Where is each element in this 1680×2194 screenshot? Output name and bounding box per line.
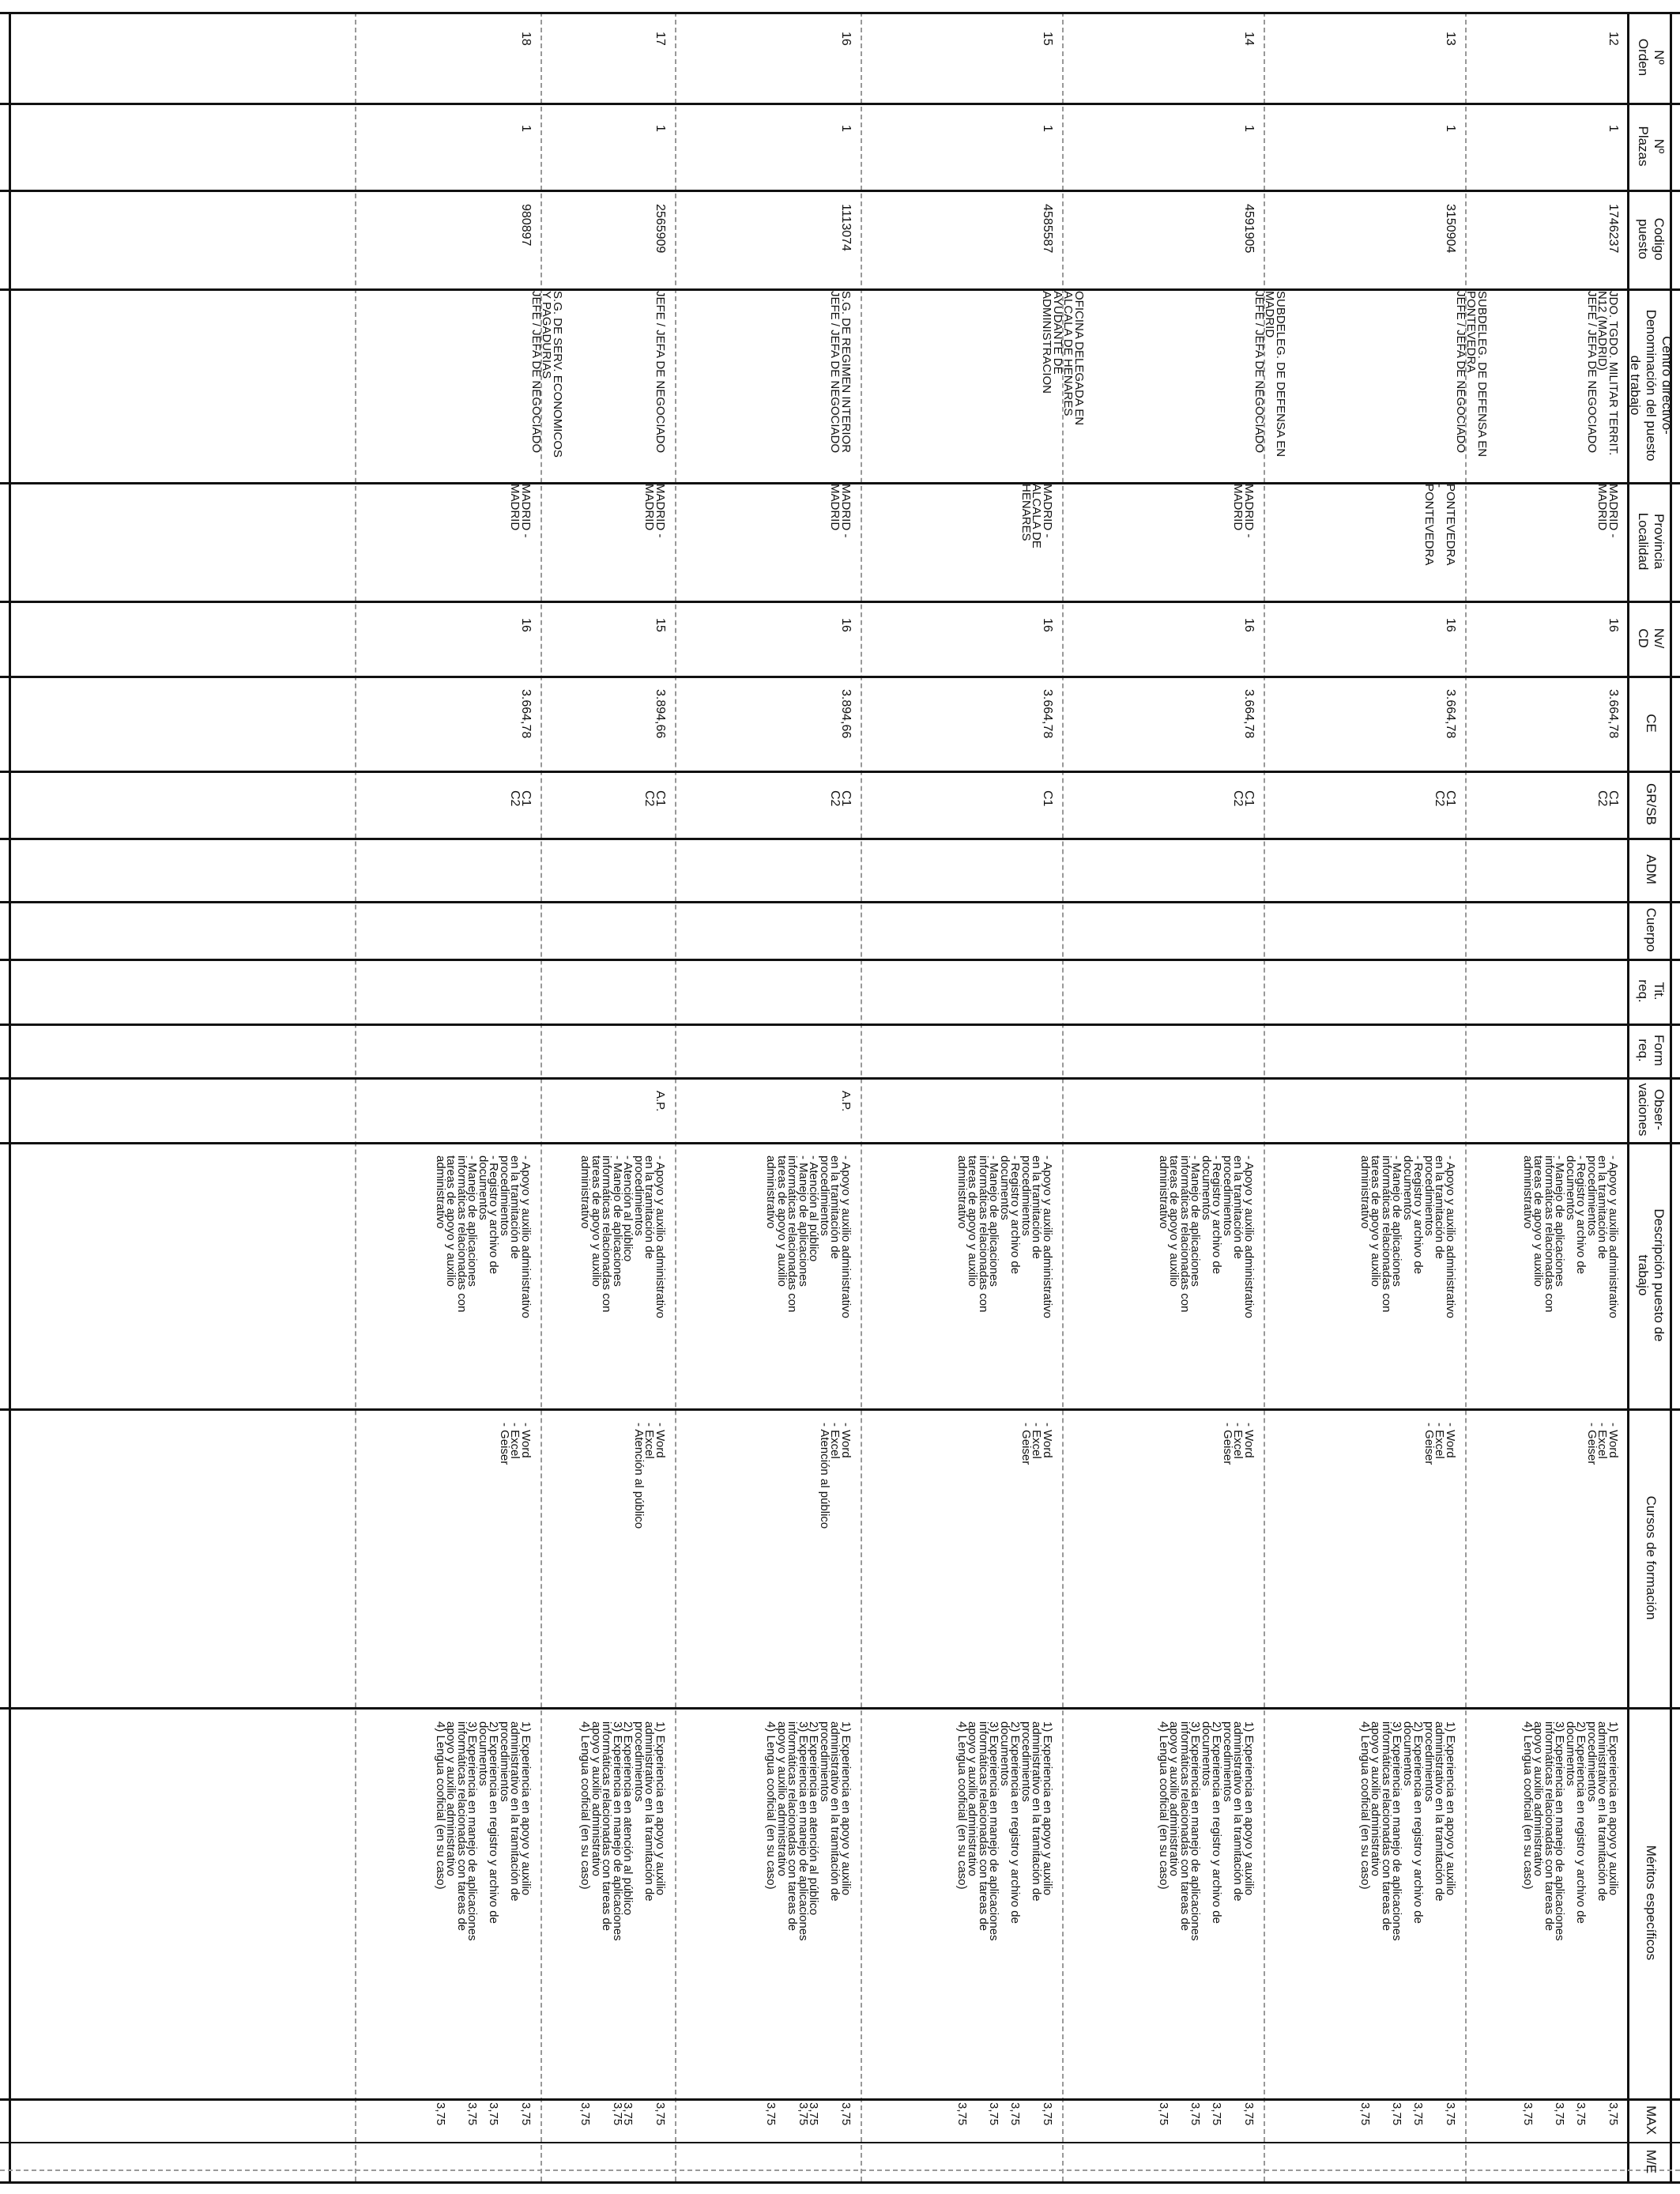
centro-cell: OFICINA DELEGADA EN ALCALA DE HENARES AYUDANTE DE ADMINISTRACION	[1040, 291, 1086, 426]
cursos-cell: - Word - Excel - Geiser	[1221, 1423, 1256, 1465]
provincia-cell: MADRID - MADRID	[828, 484, 853, 538]
header-cursos: Cursos de formación	[1644, 1495, 1659, 1620]
header-codigo: Codigo puesto	[1636, 217, 1667, 261]
provincia-cell: MADRID - ALCALA DE HENARES	[1019, 484, 1054, 548]
ce-cell: 3.664,78	[1444, 689, 1457, 739]
meritos-cell: 1) Experiencia en apoyo y auxilio administrativo en la tramitación de procedimientos 2) Experiencia en registro y archivo de documentos 3) Experiencia en manejo de aplicaciones informáticas relacionadas con tareas de apoyo y auxilio administrativo 4) Lengua cooficial (en su caso)	[955, 1721, 1054, 1941]
ce-cell: 3.664,78	[1242, 689, 1256, 739]
cursos-cell: - Word - Excel - Geiser	[1585, 1423, 1620, 1465]
descripcion-cell: - Apoyo y auxilio administrativo en la tramitación de procedimientos - Registro y archivo de documentos - Manejo de aplicaciones informáticas relacionadas con tareas de apoyo y auxilio administrativo	[1157, 1155, 1256, 1318]
cursos-cell: - Word - Excel - Geiser	[498, 1423, 533, 1465]
meritos-cell: 1) Experiencia en apoyo y auxilio administrativo en la tramitación de procedimientos 2) Experiencia en atención al público 3) Experiencia en manejo de aplicaciones informáticas relacionadas con tareas de apoyo y auxilio administrativo 4) Lengua cooficial (en su caso)	[578, 1721, 667, 1941]
codigo-cell: 4591905	[1242, 204, 1256, 254]
bottom-border	[9, 12, 11, 2181]
plazas-cell: 1	[1444, 125, 1457, 132]
orden-cell: 13	[1444, 32, 1457, 46]
provincia-cell: MADRID - MADRID	[508, 484, 533, 538]
cursos-cell: - Word - Excel - Geiser	[1422, 1423, 1457, 1465]
grupo-cell: C1 C2	[1595, 790, 1620, 807]
column-line	[0, 2181, 1680, 2184]
grupo-cell: C1 C2	[1433, 790, 1457, 807]
nivel-cell: 16	[519, 618, 533, 632]
cursos-cell: - Word - Excel - Atención al público	[632, 1423, 667, 1529]
observaciones-cell: A.P.	[839, 1091, 853, 1112]
orden-cell: 14	[1242, 32, 1256, 46]
column-line	[0, 103, 1680, 105]
meritos-cell: 1) Experiencia en apoyo y auxilio administrativo en la tramitación de procedimientos 2) Experiencia en registro y archivo de documentos 3) Experiencia en manejo de aplicaciones informáticas relacionadas con tareas de apoyo y auxilio administrativo 4) Lengua cooficial (en su caso)	[1157, 1721, 1256, 1941]
row-divider	[675, 12, 676, 2181]
orden-cell: 12	[1607, 32, 1620, 46]
nivel-cell: 16	[1242, 618, 1256, 632]
header-grupo: GR/SB	[1644, 783, 1659, 825]
header-max: MAX	[1644, 2105, 1659, 2135]
descripcion-cell: - Apoyo y auxilio administrativo en la tramitación de procedimientos - Atención al público - Manejo de aplicaciones informáticas relacionadas con tareas de apoyo y auxilio administrativo	[764, 1155, 853, 1318]
column-line	[0, 676, 1680, 678]
centro-cell: S.G. DE REGIMEN INTERIOR JEFE / JEFA DE NEGOCIADO	[828, 291, 853, 454]
descripcion-cell: - Apoyo y auxilio administrativo en la tramitación de procedimientos - Registro y archivo de documentos - Manejo de aplicaciones informáticas relacionadas con tareas de apoyo y auxilio administrativo	[1358, 1155, 1457, 1318]
header-meritos: Méritos específicos	[1644, 1845, 1659, 1961]
max-cell: 3,75 3,75 3,75 3,75	[955, 2102, 1054, 2126]
column-line	[0, 601, 1680, 603]
descripcion-cell: - Apoyo y auxilio administrativo en la tramitación de procedimientos - Atención al público - Manejo de aplicaciones informáticas relacionadas con tareas de apoyo y auxilio administrativo	[578, 1155, 667, 1318]
column-line	[0, 2098, 1680, 2101]
max-cell: 3,75 3,75 3,75 3,75	[578, 2102, 667, 2126]
centro-cell: SUBDELEG. DE DEFENSA EN PONTEVEDRA JEFE / JEFA DE NEGOCIADO	[1454, 291, 1489, 458]
cursos-cell: - Word - Excel - Atención al público	[818, 1423, 853, 1529]
ce-cell: 3.894,66	[654, 689, 667, 739]
plazas-cell: 1	[519, 125, 533, 132]
meritos-cell: 1) Experiencia en apoyo y auxilio administrativo en la tramitación de procedimientos 2) Experiencia en registro y archivo de documentos 3) Experiencia en manejo de aplicaciones informáticas relacionadas con tareas de apoyo y auxilio administrativo 4) Lengua cooficial (en su caso)	[1358, 1721, 1457, 1941]
header-me: M/E	[1644, 2149, 1659, 2174]
codigo-cell: 4585587	[1041, 204, 1054, 254]
centro-cell: JDO. TGDO. MILITAR TERRIT. N12 (MADRID) JEFE / JEFA DE NEGOCIADO	[1585, 291, 1620, 456]
max-cell: 3,75 3,75 3,75 3,75	[1521, 2102, 1620, 2126]
ce-cell: 3.894,66	[839, 689, 853, 739]
orden-cell: 15	[1041, 32, 1054, 46]
grupo-cell: C1 C2	[508, 790, 533, 807]
header-orden: Nº Orden	[1636, 38, 1667, 77]
provincia-cell: MADRID - MADRID	[642, 484, 667, 538]
ce-cell: 3.664,78	[519, 689, 533, 739]
nivel-cell: 15	[654, 618, 667, 632]
orden-cell: 17	[654, 32, 667, 46]
grupo-cell: C1 C2	[828, 790, 853, 807]
codigo-cell: 1113074	[839, 204, 853, 251]
plazas-cell: 1	[654, 125, 667, 132]
plazas-cell: 1	[1607, 125, 1620, 132]
column-line	[0, 2142, 1680, 2143]
header-formacion: Form req.	[1636, 1035, 1667, 1066]
centro-cell: S.G. DE SERV. ECONOMICOS Y PAGADURIAS JEFE / JEFA DE NEGOCIADO	[529, 291, 564, 458]
codigo-cell: 980897	[519, 204, 533, 247]
dashed-rule	[0, 2169, 1680, 2171]
grupo-cell: C1 C2	[642, 790, 667, 807]
nivel-cell: 16	[1607, 618, 1620, 632]
codigo-cell: 1746237	[1607, 204, 1620, 254]
descripcion-cell: - Apoyo y auxilio administrativo en la tramitación de procedimientos - Registro y archivo de documentos - Manejo de aplicaciones informáticas relacionadas con tareas de apoyo y auxilio administrativo	[434, 1155, 533, 1318]
max-cell: 3,75 3,75 3,75 3,75	[434, 2102, 533, 2126]
header-descripcion: Descripción puesto de trabajo	[1636, 1208, 1667, 1342]
meritos-cell: 1) Experiencia en apoyo y auxilio administrativo en la tramitación de procedimientos 2) Experiencia en atención al público 3) Experiencia en manejo de aplicaciones informáticas relacionadas con tareas de apoyo y auxilio administrativo 4) Lengua cooficial (en su caso)	[764, 1721, 853, 1941]
max-cell: 3,75 3,75 3,75 3,75	[764, 2102, 853, 2126]
provincia-cell: MADRID - MADRID	[1231, 484, 1256, 538]
meritos-cell: 1) Experiencia en apoyo y auxilio administrativo en la tramitación de procedimientos 2) Experiencia en registro y archivo de documentos 3) Experiencia en manejo de aplicaciones informáticas relacionadas con tareas de apoyo y auxilio administrativo 4) Lengua cooficial (en su caso)	[1521, 1721, 1620, 1941]
ce-cell: 3.664,78	[1607, 689, 1620, 739]
descripcion-cell: - Apoyo y auxilio administrativo en la tramitación de procedimientos - Registro y archivo de documentos - Manejo de aplicaciones informáticas relacionadas con tareas de apoyo y auxilio administrativo	[1521, 1155, 1620, 1318]
meritos-cell: 1) Experiencia en apoyo y auxilio administrativo en la tramitación de procedimientos 2) Experiencia en registro y archivo de documentos 3) Experiencia en manejo de aplicaciones informáticas relacionadas con tareas de apoyo y auxilio administrativo 4) Lengua cooficial (en su caso)	[434, 1721, 533, 1941]
column-line	[0, 1023, 1680, 1026]
column-line	[0, 959, 1680, 961]
header-centro: Centro directivo- Denominación del puesto de trabajo	[1628, 309, 1674, 462]
plazas-cell: 1	[1242, 125, 1256, 132]
header-cuerpo: Cuerpo	[1644, 907, 1659, 952]
nivel-cell: 16	[839, 618, 853, 632]
orden-cell: 16	[839, 32, 853, 46]
orden-cell: 18	[519, 32, 533, 46]
header-observaciones: Obser- vaciones	[1636, 1083, 1667, 1137]
column-line	[0, 1077, 1680, 1080]
provincia-cell: MADRID - MADRID	[1595, 484, 1620, 538]
centro-cell: JEFE / JEFA DE NEGOCIADO	[654, 291, 667, 454]
nivel-cell: 16	[1444, 618, 1457, 632]
column-line	[0, 12, 1680, 14]
header-titulacion: Tit. req.	[1636, 979, 1667, 1003]
column-line	[0, 771, 1680, 773]
column-line	[0, 1142, 1680, 1144]
header-provincia: Provincia Localidad	[1636, 512, 1667, 571]
grupo-cell: C1 C2	[1231, 790, 1256, 807]
row-divider	[355, 12, 356, 2181]
column-line	[0, 838, 1680, 840]
column-line	[0, 190, 1680, 192]
row-divider	[861, 12, 862, 2181]
header-plazas: Nº Plazas	[1636, 126, 1667, 167]
header-ce: CE	[1644, 714, 1659, 733]
grupo-cell: C1	[1041, 790, 1054, 807]
provincia-cell: PONTEVEDRA - PONTEVEDRA	[1422, 484, 1457, 566]
observaciones-cell: A.P.	[654, 1091, 667, 1112]
centro-cell: SUBDELEG. DE DEFENSA EN MADRID JEFE / JEFA DE NEGOCIADO	[1252, 291, 1287, 458]
header-nivel: Nv/ CD	[1636, 628, 1667, 649]
max-cell: 3,75 3,75 3,75 3,75	[1157, 2102, 1256, 2126]
nivel-cell: 16	[1041, 618, 1054, 632]
max-cell: 3,75 3,75 3,75 3,75	[1358, 2102, 1457, 2126]
codigo-cell: 3150904	[1444, 204, 1457, 254]
plazas-cell: 1	[839, 125, 853, 132]
ce-cell: 3.664,78	[1041, 689, 1054, 739]
plazas-cell: 1	[1041, 125, 1054, 132]
column-line	[0, 1408, 1680, 1411]
column-line	[0, 901, 1680, 903]
codigo-cell: 2565909	[654, 204, 667, 254]
descripcion-cell: - Apoyo y auxilio administrativo en la tramitación de procedimientos - Registro y archivo de documentos - Manejo de aplicaciones informáticas relacionadas con tareas de apoyo y auxilio administrativo	[955, 1155, 1054, 1318]
column-line	[0, 1707, 1680, 1710]
header-adm: ADM	[1644, 854, 1659, 884]
cursos-cell: - Word - Excel - Geiser	[1019, 1423, 1054, 1465]
